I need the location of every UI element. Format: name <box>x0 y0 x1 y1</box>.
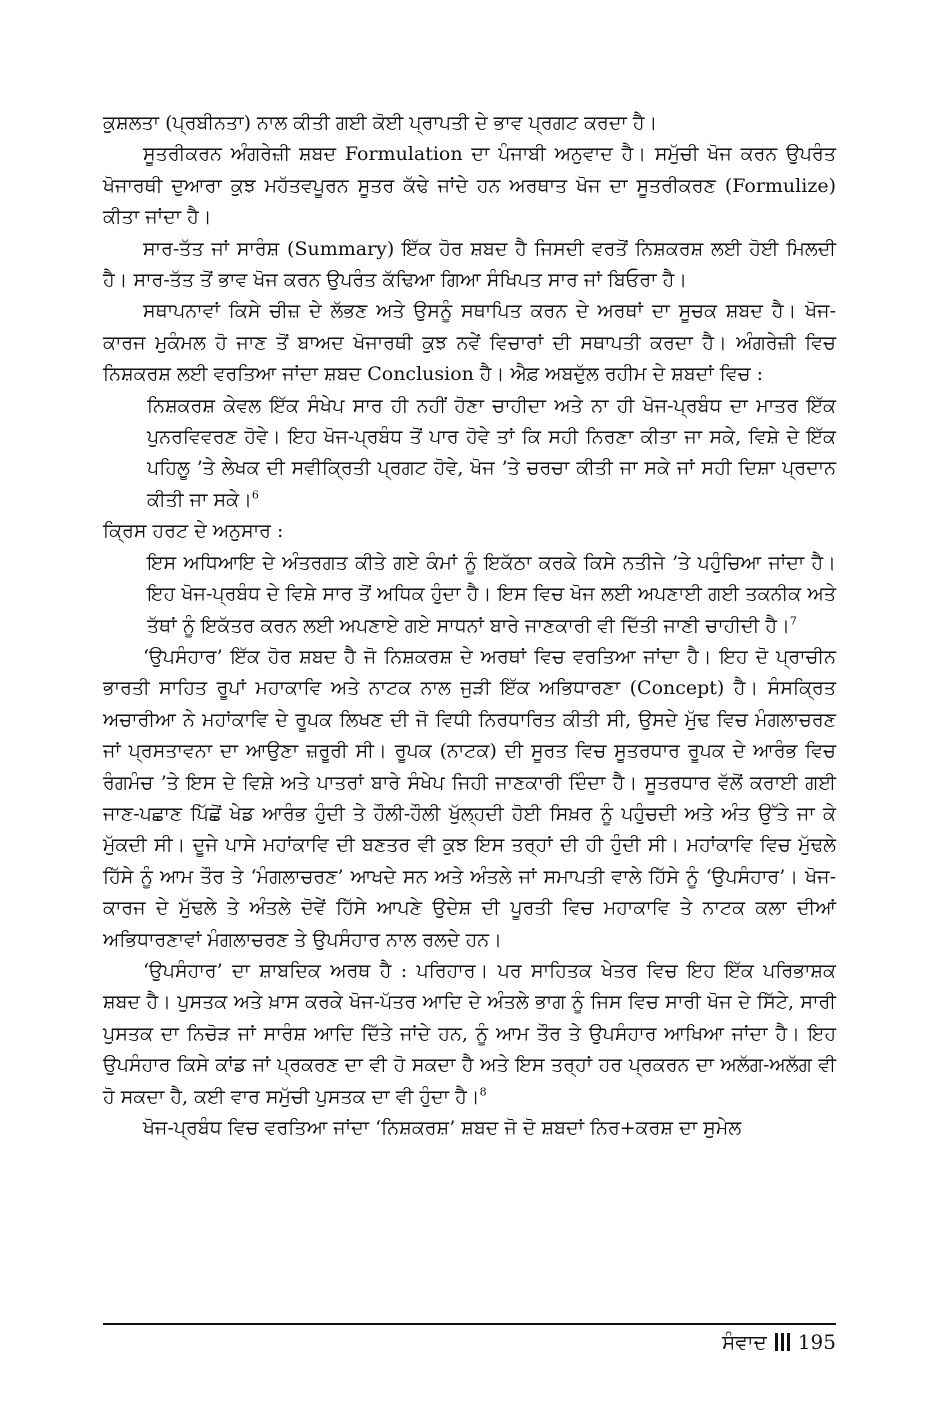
quote-text: ਨਿਸ਼ਕਰਸ਼ ਕੇਵਲ ਇੱਕ ਸੰਖੇਪ ਸਾਰ ਹੀ ਨਹੀਂ ਹੋਣਾ ਚਾਹੀਦਾ ਅਤੇ ਨਾ ਹੀ ਖੋਜ-ਪ੍ਰਬੰਧ ਦਾ ਮਾਤਰ ਇੱਕ ਪੁਨਰਵਿਵਰਣ ਹੋਵੇ। ਇਹ ਖੋਜ-ਪ੍ਰਬੰਧ ਤੋਂ ਪਾਰ ਹੋਵੇ ਤਾਂ ਕਿ ਸਹੀ ਨਿਰਣਾ ਕੀਤਾ ਜਾ ਸਕੇ, ਵਿਸ਼ੇ ਦੇ ਇੱਕ ਪਹਿਲੂ ’ਤੇ ਲੇਖਕ ਦੀ ਸਵੀਕ੍ਰਿਤੀ ਪ੍ਰਗਟ ਹੋਵੇ, ਖੋਜ ’ਤੇ ਚਰਚਾ ਕੀਤੀ ਜਾ ਸਕੇ ਜਾਂ ਸਹੀ ਦਿਸ਼ਾ ਪ੍ਰਦਾਨ ਕੀਤੀ ਜਾ ਸਕੇ। <box>147 394 836 511</box>
page-footer <box>722 1328 836 1356</box>
paragraph-formulation: ਸੂਤਰੀਕਰਨ ਅੰਗਰੇਜ਼ੀ ਸ਼ਬਦ Formulation ਦਾ ਪੰਜਾਬੀ ਅਨੁਵਾਦ ਹੈ। ਸਮੁੱਚੀ ਖੋਜ ਕਰਨ ਉਪਰੰਤ ਖੋਜਾਰਥੀ ਦੁਆਰਾ ਕੁਝ ਮਹੱਤਵਪੂਰਨ ਸੂਤਰ ਕੱਢੇ ਜਾਂਦੇ ਹਨ ਅਰਥਾਤ ਖੋਜ ਦਾ ਸੂਤਰੀਕਰਣ (Formulize) ਕੀਤਾ ਜਾਂਦਾ ਹੈ। <box>103 143 836 229</box>
page-body <box>103 108 836 1144</box>
block-quote-hart <box>147 548 836 642</box>
footnote-ref-7: 7 <box>789 614 797 628</box>
quote-lead-chris-hart: ਕ੍ਰਿਸ ਹਰਟ ਦੇ ਅਨੁਸਾਰ : <box>103 520 284 543</box>
running-title: ਸੰਵਾਦ <box>722 1330 767 1354</box>
page-number: 195 <box>797 1330 836 1354</box>
block-quote-rahim <box>147 391 836 517</box>
quote-text: ਇਸ ਅਧਿਆਇ ਦੇ ਅੰਤਰਗਤ ਕੀਤੇ ਗਏ ਕੰਮਾਂ ਨੂੰ ਇਕੱਠਾ ਕਰਕੇ ਕਿਸੇ ਨਤੀਜੇ ’ਤੇ ਪਹੁੰਚਿਆ ਜਾਂਦਾ ਹੈ। ਇਹ ਖੋਜ-ਪ੍ਰਬੰਧ ਦੇ ਵਿਸ਼ੇ ਸਾਰ ਤੋਂ ਅਧਿਕ ਹੁੰਦਾ ਹੈ। ਇਸ ਵਿਚ ਖੋਜ ਲਈ ਅਪਣਾਈ ਗਈ ਤਕਨੀਕ ਅਤੇ ਤੱਥਾਂ ਨੂੰ ਇਕੱਤਰ ਕਰਨ ਲਈ ਅਪਣਾਏ ਗਏ ਸਾਧਨਾਂ ਬਾਰੇ ਜਾਣਕਾਰੀ ਵੀ ਦਿੱਤੀ ਜਾਣੀ ਚਾਹੀਦੀ ਹੈ। <box>147 551 836 637</box>
footnote-ref-6: 6 <box>251 488 259 502</box>
paragraph-summary: ਸਾਰ-ਤੱਤ ਜਾਂ ਸਾਰੰਸ਼ (Summary) ਇੱਕ ਹੋਰ ਸ਼ਬਦ ਹੈ ਜਿਸਦੀ ਵਰਤੋਂ ਨਿਸ਼ਕਰਸ਼ ਲਈ ਹੋਈ ਮਿਲਦੀ ਹੈ। ਸਾਰ-ਤੱਤ ਤੋਂ ਭਾਵ ਖੋਜ ਕਰਨ ਉਪਰੰਤ ਕੱਢਿਆ ਗਿਆ ਸੰਖਿਪਤ ਸਾਰ ਜਾਂ ਬਿਓਰਾ ਹੈ। <box>103 237 836 292</box>
footnote-ref-8: 8 <box>479 1085 487 1099</box>
bars-icon <box>775 1333 790 1351</box>
paragraph-nishkarsh: ਖੋਜ-ਪ੍ਰਬੰਧ ਵਿਚ ਵਰਤਿਆ ਜਾਂਦਾ ‘ਨਿਸ਼ਕਰਸ਼’ ਸ਼ਬਦ ਜੋ ਦੋ ਸ਼ਬਦਾਂ ਨਿਰ+ਕਰਸ਼ ਦਾ ਸੁਮੇਲ <box>143 1117 742 1139</box>
paragraph-1: ਕੁਸ਼ਲਤਾ (ਪ੍ਰਬੀਨਤਾ) ਨਾਲ ਕੀਤੀ ਗਈ ਕੋਈ ਪ੍ਰਾਪਤੀ ਦੇ ਭਾਵ ਪ੍ਰਗਟ ਕਰਦਾ ਹੈ। <box>103 112 658 134</box>
paragraph-text: ‘ਉਪਸੰਹਾਰ’ ਦਾ ਸ਼ਾਬਦਿਕ ਅਰਥ ਹੈ : ਪਰਿਹਾਰ। ਪਰ ਸਾਹਿਤਕ ਖੇਤਰ ਵਿਚ ਇਹ ਇੱਕ ਪਰਿਭਾਸ਼ਕ ਸ਼ਬਦ ਹੈ। ਪੁਸਤਕ ਅਤੇ ਖ਼ਾਸ ਕਰਕੇ ਖੋਜ-ਪੱਤਰ ਆਦਿ ਦੇ ਅੰਤਲੇ ਭਾਗ ਨੂੰ ਜਿਸ ਵਿਚ ਸਾਰੀ ਖੋਜ ਦੇ ਸਿੱਟੇ, ਸਾਰੀ ਪੁਸਤਕ ਦਾ ਨਿਚੋੜ ਜਾਂ ਸਾਰੰਸ਼ ਆਦਿ ਦਿੱਤੇ ਜਾਂਦੇ ਹਨ, ਨੂੰ ਆਮ ਤੌਰ ਤੇ ਉਪਸੰਹਾਰ ਆਖਿਆ ਜਾਂਦਾ ਹੈ। ਇਹ ਉਪਸੰਹਾਰ ਕਿਸੇ ਕਾਂਡ ਜਾਂ ਪ੍ਰਕਰਣ ਦਾ ਵੀ ਹੋ ਸਕਦਾ ਹੈ ਅਤੇ ਇਸ ਤਰ੍ਹਾਂ ਹਰ ਪ੍ਰਕਰਨ ਦਾ ਅਲੱਗ-ਅਲੱਗ ਵੀ ਹੋ ਸਕਦਾ ਹੈ, ਕਈ ਵਾਰ ਸਮੁੱਚੀ ਪੁਸਤਕ ਦਾ ਵੀ ਹੁੰਦਾ ਹੈ। <box>103 959 836 1108</box>
paragraph-establishments: ਸਥਾਪਨਾਵਾਂ ਕਿਸੇ ਚੀਜ਼ ਦੇ ਲੱਭਣ ਅਤੇ ਉਸਨੂੰ ਸਥਾਪਿਤ ਕਰਨ ਦੇ ਅਰਥਾਂ ਦਾ ਸੂਚਕ ਸ਼ਬਦ ਹੈ। ਖੋਜ-ਕਾਰਜ ਮੁਕੰਮਲ ਹੋ ਜਾਣ ਤੋਂ ਬਾਅਦ ਖੋਜਾਰਥੀ ਕੁਝ ਨਵੇਂ ਵਿਚਾਰਾਂ ਦੀ ਸਥਾਪਤੀ ਕਰਦਾ ਹੈ। ਅੰਗਰੇਜ਼ੀ ਵਿਚ ਨਿਸ਼ਕਰਸ਼ ਲਈ ਵਰਤਿਆ ਜਾਂਦਾ ਸ਼ਬਦ Conclusion ਹੈ। ਐਫ਼ ਅਬਦੁੱਲ ਰਹੀਮ ਦੇ ਸ਼ਬਦਾਂ ਵਿਚ : <box>103 300 836 386</box>
paragraph-upsanhar-meaning <box>103 956 836 1113</box>
footer-rule <box>103 1323 836 1325</box>
paragraph-upsanhar: ‘ਉਪਸੰਹਾਰ’ ਇੱਕ ਹੋਰ ਸ਼ਬਦ ਹੈ ਜੋ ਨਿਸ਼ਕਰਸ਼ ਦੇ ਅਰਥਾਂ ਵਿਚ ਵਰਤਿਆ ਜਾਂਦਾ ਹੈ। ਇਹ ਦੋ ਪ੍ਰਾਚੀਨ ਭਾਰਤੀ ਸਾਹਿਤ ਰੂਪਾਂ ਮਹਾਕਾਵਿ ਅਤੇ ਨਾਟਕ ਨਾਲ ਜੁੜੀ ਇੱਕ ਅਭਿਧਾਰਣਾ (Concept) ਹੈ। ਸੰਸਕ੍ਰਿਤ ਅਚਾਰੀਆ ਨੇ ਮਹਾਂਕਾਵਿ ਦੇ ਰੂਪਕ ਲਿਖਣ ਦੀ ਜੋ ਵਿਧੀ ਨਿਰਧਾਰਿਤ ਕੀਤੀ ਸੀ, ਉਸਦੇ ਮੁੱਢ ਵਿਚ ਮੰਗਲਾਚਰਣ ਜਾਂ ਪ੍ਰਸਤਾਵਨਾ ਦਾ ਆਉਣਾ ਜ਼ਰੂਰੀ ਸੀ। ਰੂਪਕ (ਨਾਟਕ) ਦੀ ਸੂਰਤ ਵਿਚ ਸੂਤਰਧਾਰ ਰੂਪਕ ਦੇ ਆਰੰਭ ਵਿਚ ਰੰਗਮੰਚ ’ਤੇ ਇਸ ਦੇ ਵਿਸ਼ੇ ਅਤੇ ਪਾਤਰਾਂ ਬਾਰੇ ਸੰਖੇਪ ਜਿਹੀ ਜਾਣਕਾਰੀ ਦਿੰਦਾ ਹੈ। ਸੂਤਰਧਾਰ ਵੱਲੋਂ ਕਰਾਈ ਗਈ ਜਾਣ-ਪਛਾਣ ਪਿੱਛੋਂ ਖੇਡ ਆਰੰਭ ਹੁੰਦੀ ਤੇ ਹੌਲੀ-ਹੌਲੀ ਖੁੱਲ੍ਹਦੀ ਹੋਈ ਸਿਖ਼ਰ ਨੂੰ ਪਹੁੰਚਦੀ ਅਤੇ ਅੰਤ ਉੱਤੇ ਜਾ ਕੇ ਮੁੱਕਦੀ ਸੀ। ਦੂਜੇ ਪਾਸੇ ਮਹਾਂਕਾਵਿ ਦੀ ਬਣਤਰ ਵੀ ਕੁਝ ਇਸ ਤਰ੍ਹਾਂ ਦੀ ਹੀ ਹੁੰਦੀ ਸੀ। ਮਹਾਂਕਾਵਿ ਵਿਚ ਮੁੱਢਲੇ ਹਿੱਸੇ ਨੂੰ ਆਮ ਤੌਰ ਤੇ ‘ਮੰਗਲਾਚਰਣ’ ਆਖਦੇ ਸਨ ਅਤੇ ਅੰਤਲੇ ਜਾਂ ਸਮਾਪਤੀ ਵਾਲੇ ਹਿੱਸੇ ਨੂੰ ‘ਉਪਸੰਹਾਰ’। ਖੋਜ-ਕਾਰਜ ਦੇ ਮੁੱਢਲੇ ਤੇ ਅੰਤਲੇ ਦੋਵੇਂ ਹਿੱਸੇ ਆਪਣੇ ਉਦੇਸ਼ ਦੀ ਪੂਰਤੀ ਵਿਚ ਮਹਾਕਾਵਿ ਤੇ ਨਾਟਕ ਕਲਾ ਦੀਆਂ ਅਭਿਧਾਰਣਾਵਾਂ ਮੰਗਲਾਚਰਣ ਤੇ ਉਪਸੰਹਾਰ ਨਾਲ ਰਲਦੇ ਹਨ। <box>103 645 836 951</box>
